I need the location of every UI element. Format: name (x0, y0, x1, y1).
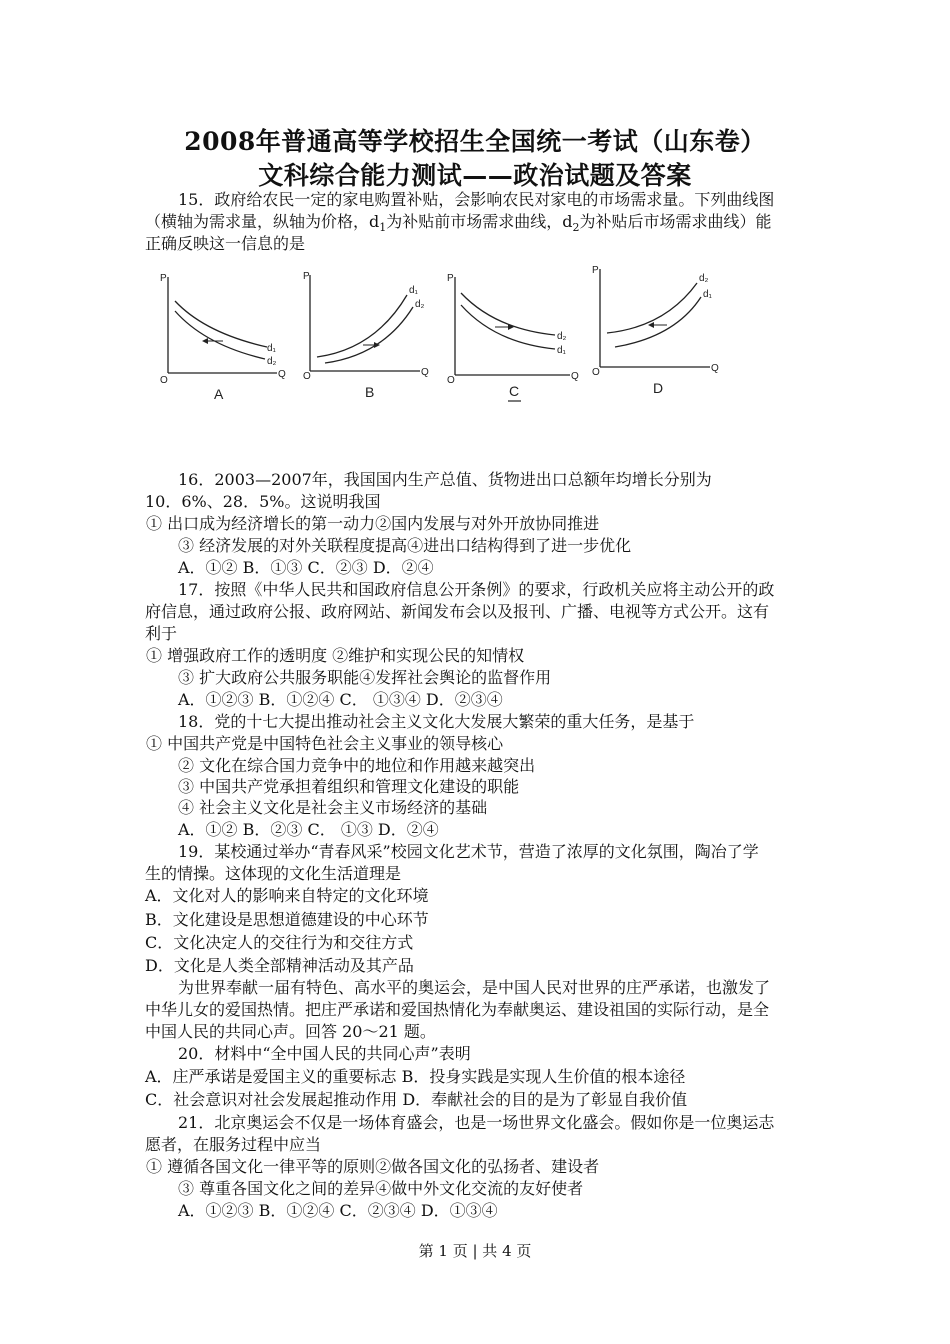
svg-text:d₂: d₂ (415, 299, 425, 310)
q18-option-3: ③ 中国共产党承担着组织和管理文化建设的职能 (178, 777, 520, 796)
q18-option-2: ② 文化在综合国力竞争中的地位和作用越来越突出 (178, 756, 536, 775)
svg-text:d₂: d₂ (557, 331, 567, 342)
q15-stem-line-3: 正确反映这一信息的是 (145, 234, 306, 253)
q16-answer-choices: A．①② B．①③ C．②③ D．②④ (178, 558, 434, 577)
graph-d (592, 265, 719, 396)
svg-text:d₁: d₁ (557, 345, 566, 356)
svg-text:Q: Q (278, 369, 286, 380)
q20-stem: 20．材料中“全中国人民的共同心声”表明 (178, 1044, 471, 1063)
svg-text:P: P (303, 271, 310, 282)
q15-stem-line-1: 15．政府给农民一定的家电购置补贴，会影响农民对家电的市场需求量。下列曲线图 (178, 190, 775, 209)
q16-stem-line-1: 16．2003—2007年，我国国内生产总值、货物进出口总额年均增长分别为 (178, 470, 712, 489)
svg-text:O: O (160, 375, 168, 386)
graph-a (160, 273, 286, 402)
page-footer: 第 1 页 | 共 4 页 (418, 1242, 532, 1260)
q17-stem-line-3: 利于 (145, 624, 178, 643)
q20-options-ab: A．庄严承诺是爱国主义的重要标志 B．投身实践是实现人生价值的根本途径 (145, 1067, 686, 1086)
svg-text:B: B (365, 384, 375, 400)
graph-c (447, 273, 579, 401)
material-line-1: 为世界奉献一届有特色、高水平的奥运会，是中国人民对世界的庄严承诺，也激发了 (178, 978, 771, 997)
q19-option-d: D．文化是人类全部精神活动及其产品 (145, 956, 414, 975)
q18-option-1: ① 中国共产党是中国特色社会主义事业的领导核心 (146, 734, 504, 753)
svg-text:d₁: d₁ (409, 285, 418, 296)
svg-text:P: P (160, 273, 167, 284)
q17-stem-line-1: 17．按照《中华人民共和国政府信息公开条例》的要求，行政机关应将主动公开的政 (178, 580, 775, 599)
svg-text:d₁: d₁ (703, 289, 712, 300)
svg-text:Q: Q (711, 363, 719, 374)
svg-text:A: A (214, 386, 224, 402)
material-line-2: 中华儿女的爱国热情。把庄严承诺和爱国热情化为奉献奥运、建设祖国的实际行动，是全 (145, 1000, 770, 1019)
q18-answer-choices: A．①② B．②③ C． ①③ D．②④ (178, 820, 439, 839)
title-line-2: 文科综合能力测试——政治试题及答案 (258, 161, 692, 190)
title-line-1: 2008年普通高等学校招生全国统一考试（山东卷） (184, 127, 766, 156)
svg-text:C: C (509, 383, 520, 399)
q15-demand-curve-figures (145, 263, 725, 413)
q19-option-b: B．文化建设是思想道德建设的中心环节 (145, 910, 429, 929)
q21-answer-choices: A．①②③ B．①②④ C．②③④ D．①③④ (178, 1201, 498, 1220)
q19-stem-line-2: 生的情操。这体现的文化生活道理是 (145, 864, 402, 883)
q21-stem-line-1: 21．北京奥运会不仅是一场体育盛会，也是一场世界文化盛会。假如你是一位奥运志 (178, 1113, 775, 1132)
q16-option-line-2: ③ 经济发展的对外关联程度提高④进出口结构得到了进一步优化 (178, 536, 632, 555)
svg-text:Q: Q (571, 371, 579, 382)
q20-options-cd: C．社会意识对社会发展起推动作用 D．奉献社会的目的是为了彰显自我价值 (145, 1090, 688, 1109)
svg-text:D: D (653, 380, 664, 396)
graph-b (303, 271, 429, 400)
q19-stem-line-1: 19．某校通过举办“青春风采”校园文化艺术节，营造了浓厚的文化氛围，陶冶了学 (178, 842, 759, 861)
q17-option-line-2: ③ 扩大政府公共服务职能④发挥社会舆论的监督作用 (178, 668, 552, 687)
q21-option-line-1: ① 遵循各国文化一律平等的原则②做各国文化的弘扬者、建设者 (146, 1157, 600, 1176)
q18-option-4: ④ 社会主义文化是社会主义市场经济的基础 (178, 798, 488, 817)
q21-option-line-2: ③ 尊重各国文化之间的差异④做中外文化交流的友好使者 (178, 1179, 584, 1198)
q16-stem-line-2: 10．6%、28．5%。这说明我国 (145, 492, 381, 511)
svg-text:P: P (592, 265, 599, 276)
q19-option-c: C．文化决定人的交往行为和交往方式 (145, 933, 414, 952)
q15-stem-line-2: （横轴为需求量，纵轴为价格，$d_1$为补贴前市场需求曲线，$d_2$为补贴后市场需求曲线）能 (145, 212, 772, 235)
svg-text:d₁: d₁ (267, 343, 276, 354)
q17-answer-choices: A．①②③ B．①②④ C． ①③④ D．②③④ (178, 690, 503, 709)
q19-option-a: A．文化对人的影响来自特定的文化环境 (145, 886, 429, 905)
q17-option-line-1: ① 增强政府工作的透明度 ②维护和实现公民的知情权 (146, 646, 525, 665)
q16-option-line-1: ① 出口成为经济增长的第一动力②国内发展与对外开放协同推进 (146, 514, 600, 533)
svg-text:P: P (447, 273, 454, 284)
material-line-3: 中国人民的共同心声。回答 20～21 题。 (145, 1022, 436, 1041)
svg-text:d₂: d₂ (267, 356, 277, 367)
q18-stem-line-1: 18．党的十七大提出推动社会主义文化大发展大繁荣的重大任务，是基于 (178, 712, 695, 731)
svg-text:Q: Q (421, 367, 429, 378)
svg-text:O: O (303, 371, 311, 382)
svg-text:O: O (592, 367, 600, 378)
q21-stem-line-2: 愿者，在服务过程中应当 (145, 1135, 322, 1154)
svg-text:d₂: d₂ (699, 273, 709, 284)
q17-stem-line-2: 府信息，通过政府公报、政府网站、新闻发布会以及报刊、广播、电视等方式公开。这有 (145, 602, 770, 621)
svg-text:O: O (447, 375, 455, 386)
